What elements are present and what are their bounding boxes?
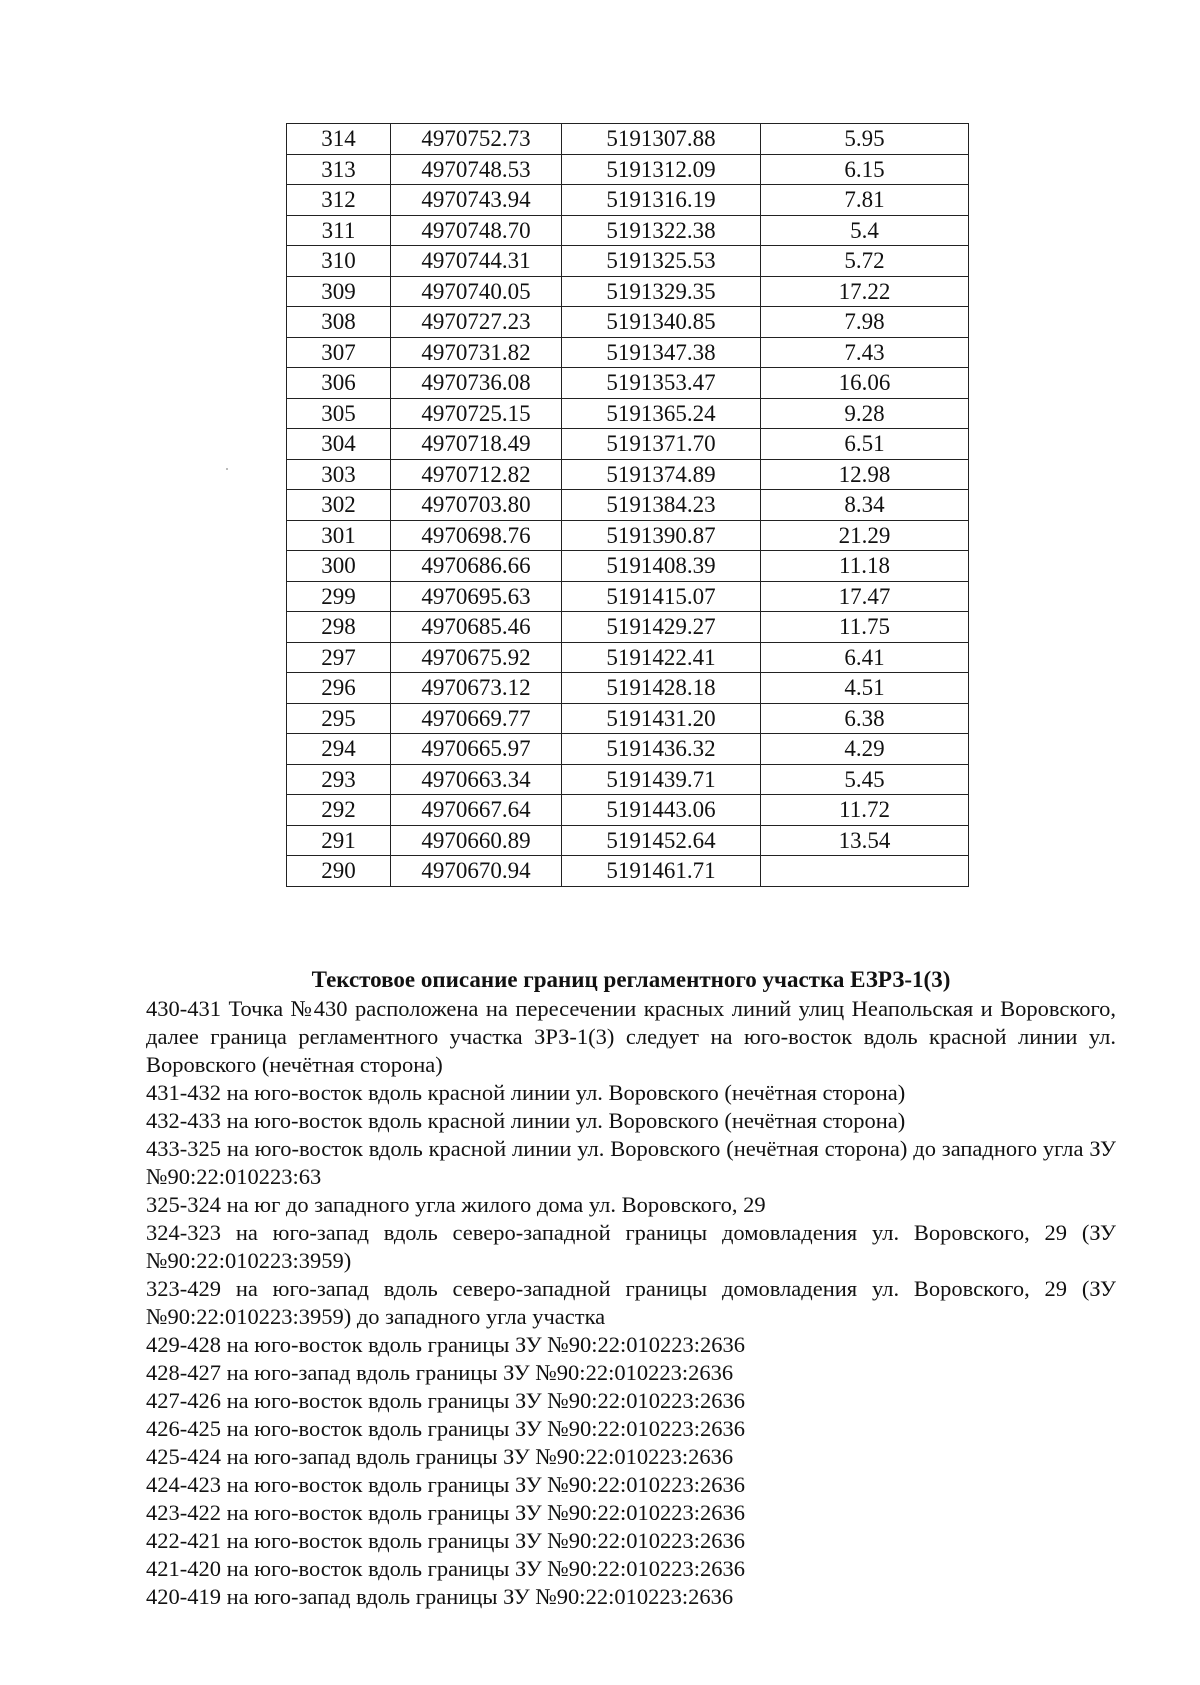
table-row xyxy=(287,673,969,704)
table-row xyxy=(287,703,969,734)
description-paragraph: 433-325 на юго-восток вдоль красной линии ул. Воровского (нечётная сторона) до западного угла ЗУ №90:22:010223:63 xyxy=(146,1136,1116,1189)
coordinates-table-body xyxy=(287,124,969,887)
x-coordinate-cell: 4970748.70 xyxy=(391,215,562,246)
x-coordinate-cell: 4970743.94 xyxy=(391,185,562,216)
distance-cell: 7.43 xyxy=(761,337,969,368)
distance-cell: 5.4 xyxy=(761,215,969,246)
coordinates-table xyxy=(286,123,969,887)
y-coordinate-cell: 5191436.32 xyxy=(562,734,761,765)
y-coordinate-cell: 5191452.64 xyxy=(562,825,761,856)
table-row xyxy=(287,185,969,216)
description-paragraph: 424-423 на юго-восток вдоль границы ЗУ №90:22:010223:2636 xyxy=(146,1472,745,1497)
distance-cell: 7.81 xyxy=(761,185,969,216)
point-number-cell: 314 xyxy=(287,124,391,155)
point-number-cell: 313 xyxy=(287,154,391,185)
table-row xyxy=(287,459,969,490)
x-coordinate-cell: 4970703.80 xyxy=(391,490,562,521)
table-row xyxy=(287,581,969,612)
distance-cell: 17.47 xyxy=(761,581,969,612)
scan-artifact xyxy=(226,468,228,470)
y-coordinate-cell: 5191371.70 xyxy=(562,429,761,460)
point-number-cell: 303 xyxy=(287,459,391,490)
point-number-cell: 293 xyxy=(287,764,391,795)
x-coordinate-cell: 4970675.92 xyxy=(391,642,562,673)
description-paragraph: 421-420 на юго-восток вдоль границы ЗУ №90:22:010223:2636 xyxy=(146,1556,745,1581)
x-coordinate-cell: 4970673.12 xyxy=(391,673,562,704)
table-row xyxy=(287,215,969,246)
point-number-cell: 290 xyxy=(287,856,391,887)
table-row xyxy=(287,246,969,277)
distance-cell: 5.45 xyxy=(761,764,969,795)
x-coordinate-cell: 4970718.49 xyxy=(391,429,562,460)
table-row xyxy=(287,337,969,368)
distance-cell: 6.41 xyxy=(761,642,969,673)
x-coordinate-cell: 4970698.76 xyxy=(391,520,562,551)
point-number-cell: 310 xyxy=(287,246,391,277)
y-coordinate-cell: 5191353.47 xyxy=(562,368,761,399)
point-number-cell: 306 xyxy=(287,368,391,399)
description-paragraph: 324-323 на юго-запад вдоль северо-западной границы домовладения ул. Воровского, 29 (ЗУ №90:22:010223:3959) xyxy=(146,1220,1116,1273)
description-paragraph: 425-424 на юго-запад вдоль границы ЗУ №90:22:010223:2636 xyxy=(146,1444,734,1469)
point-number-cell: 301 xyxy=(287,520,391,551)
x-coordinate-cell: 4970727.23 xyxy=(391,307,562,338)
y-coordinate-cell: 5191325.53 xyxy=(562,246,761,277)
y-coordinate-cell: 5191312.09 xyxy=(562,154,761,185)
y-coordinate-cell: 5191307.88 xyxy=(562,124,761,155)
distance-cell: 13.54 xyxy=(761,825,969,856)
x-coordinate-cell: 4970736.08 xyxy=(391,368,562,399)
point-number-cell: 312 xyxy=(287,185,391,216)
y-coordinate-cell: 5191429.27 xyxy=(562,612,761,643)
description-paragraph: 420-419 на юго-запад вдоль границы ЗУ №90:22:010223:2636 xyxy=(146,1584,734,1609)
y-coordinate-cell: 5191439.71 xyxy=(562,764,761,795)
table-row xyxy=(287,154,969,185)
distance-cell: 5.95 xyxy=(761,124,969,155)
point-number-cell: 295 xyxy=(287,703,391,734)
y-coordinate-cell: 5191422.41 xyxy=(562,642,761,673)
point-number-cell: 307 xyxy=(287,337,391,368)
point-number-cell: 297 xyxy=(287,642,391,673)
x-coordinate-cell: 4970686.66 xyxy=(391,551,562,582)
y-coordinate-cell: 5191461.71 xyxy=(562,856,761,887)
description-paragraph: 427-426 на юго-восток вдоль границы ЗУ №90:22:010223:2636 xyxy=(146,1388,745,1413)
point-number-cell: 292 xyxy=(287,795,391,826)
distance-cell: 6.38 xyxy=(761,703,969,734)
boundary-description xyxy=(146,965,1116,1611)
table-row xyxy=(287,520,969,551)
x-coordinate-cell: 4970740.05 xyxy=(391,276,562,307)
y-coordinate-cell: 5191408.39 xyxy=(562,551,761,582)
y-coordinate-cell: 5191443.06 xyxy=(562,795,761,826)
x-coordinate-cell: 4970712.82 xyxy=(391,459,562,490)
point-number-cell: 304 xyxy=(287,429,391,460)
x-coordinate-cell: 4970660.89 xyxy=(391,825,562,856)
description-paragraph: 428-427 на юго-запад вдоль границы ЗУ №90:22:010223:2636 xyxy=(146,1360,734,1385)
y-coordinate-cell: 5191384.23 xyxy=(562,490,761,521)
point-number-cell: 305 xyxy=(287,398,391,429)
distance-cell: 12.98 xyxy=(761,459,969,490)
y-coordinate-cell: 5191329.35 xyxy=(562,276,761,307)
table-row xyxy=(287,764,969,795)
description-paragraph: 426-425 на юго-восток вдоль границы ЗУ №90:22:010223:2636 xyxy=(146,1416,745,1441)
table-row xyxy=(287,429,969,460)
distance-cell xyxy=(761,856,969,887)
table-row xyxy=(287,551,969,582)
table-row xyxy=(287,825,969,856)
table-row xyxy=(287,398,969,429)
point-number-cell: 309 xyxy=(287,276,391,307)
table-row xyxy=(287,124,969,155)
distance-cell: 7.98 xyxy=(761,307,969,338)
y-coordinate-cell: 5191340.85 xyxy=(562,307,761,338)
description-paragraph: 430-431 Точка №430 расположена на пересечении красных линий улиц Неапольская и Воровского, далее граница регламентного участка ЗРЗ-1(3) следует на юго-восток вдоль красной линии ул. Воровского (нечётная сторона) xyxy=(146,996,1116,1077)
table-row xyxy=(287,856,969,887)
x-coordinate-cell: 4970663.34 xyxy=(391,764,562,795)
x-coordinate-cell: 4970731.82 xyxy=(391,337,562,368)
point-number-cell: 302 xyxy=(287,490,391,521)
distance-cell: 16.06 xyxy=(761,368,969,399)
distance-cell: 21.29 xyxy=(761,520,969,551)
description-paragraph: 432-433 на юго-восток вдоль красной линии ул. Воровского (нечётная сторона) xyxy=(146,1108,906,1133)
description-paragraph: 323-429 на юго-запад вдоль северо-западной границы домовладения ул. Воровского, 29 (ЗУ №90:22:010223:3959) до западного угла участка xyxy=(146,1276,1116,1329)
y-coordinate-cell: 5191365.24 xyxy=(562,398,761,429)
description-title: Текстовое описание границ регламентного участка ЕЗРЗ-1(3) xyxy=(311,967,951,992)
y-coordinate-cell: 5191390.87 xyxy=(562,520,761,551)
point-number-cell: 311 xyxy=(287,215,391,246)
distance-cell: 9.28 xyxy=(761,398,969,429)
x-coordinate-cell: 4970744.31 xyxy=(391,246,562,277)
description-paragraph: 325-324 на юг до западного угла жилого дома ул. Воровского, 29 xyxy=(146,1192,766,1217)
point-number-cell: 299 xyxy=(287,581,391,612)
point-number-cell: 298 xyxy=(287,612,391,643)
table-row xyxy=(287,734,969,765)
y-coordinate-cell: 5191374.89 xyxy=(562,459,761,490)
distance-cell: 17.22 xyxy=(761,276,969,307)
y-coordinate-cell: 5191428.18 xyxy=(562,673,761,704)
y-coordinate-cell: 5191316.19 xyxy=(562,185,761,216)
x-coordinate-cell: 4970695.63 xyxy=(391,581,562,612)
y-coordinate-cell: 5191347.38 xyxy=(562,337,761,368)
x-coordinate-cell: 4970667.64 xyxy=(391,795,562,826)
point-number-cell: 300 xyxy=(287,551,391,582)
distance-cell: 11.75 xyxy=(761,612,969,643)
description-paragraph: 431-432 на юго-восток вдоль красной линии ул. Воровского (нечётная сторона) xyxy=(146,1080,906,1105)
distance-cell: 11.72 xyxy=(761,795,969,826)
table-row xyxy=(287,307,969,338)
distance-cell: 11.18 xyxy=(761,551,969,582)
distance-cell: 6.15 xyxy=(761,154,969,185)
x-coordinate-cell: 4970670.94 xyxy=(391,856,562,887)
distance-cell: 6.51 xyxy=(761,429,969,460)
y-coordinate-cell: 5191415.07 xyxy=(562,581,761,612)
point-number-cell: 291 xyxy=(287,825,391,856)
distance-cell: 8.34 xyxy=(761,490,969,521)
table-row xyxy=(287,490,969,521)
table-row xyxy=(287,368,969,399)
x-coordinate-cell: 4970669.77 xyxy=(391,703,562,734)
table-row xyxy=(287,795,969,826)
distance-cell: 4.51 xyxy=(761,673,969,704)
table-row xyxy=(287,612,969,643)
description-paragraph: 429-428 на юго-восток вдоль границы ЗУ №90:22:010223:2636 xyxy=(146,1332,745,1357)
description-paragraph: 422-421 на юго-восток вдоль границы ЗУ №90:22:010223:2636 xyxy=(146,1528,745,1553)
description-paragraphs xyxy=(146,995,1116,1611)
table-row xyxy=(287,642,969,673)
distance-cell: 5.72 xyxy=(761,246,969,277)
y-coordinate-cell: 5191322.38 xyxy=(562,215,761,246)
x-coordinate-cell: 4970725.15 xyxy=(391,398,562,429)
x-coordinate-cell: 4970685.46 xyxy=(391,612,562,643)
table-row xyxy=(287,276,969,307)
x-coordinate-cell: 4970665.97 xyxy=(391,734,562,765)
point-number-cell: 308 xyxy=(287,307,391,338)
distance-cell: 4.29 xyxy=(761,734,969,765)
point-number-cell: 296 xyxy=(287,673,391,704)
x-coordinate-cell: 4970752.73 xyxy=(391,124,562,155)
point-number-cell: 294 xyxy=(287,734,391,765)
x-coordinate-cell: 4970748.53 xyxy=(391,154,562,185)
y-coordinate-cell: 5191431.20 xyxy=(562,703,761,734)
description-paragraph: 423-422 на юго-восток вдоль границы ЗУ №90:22:010223:2636 xyxy=(146,1500,745,1525)
